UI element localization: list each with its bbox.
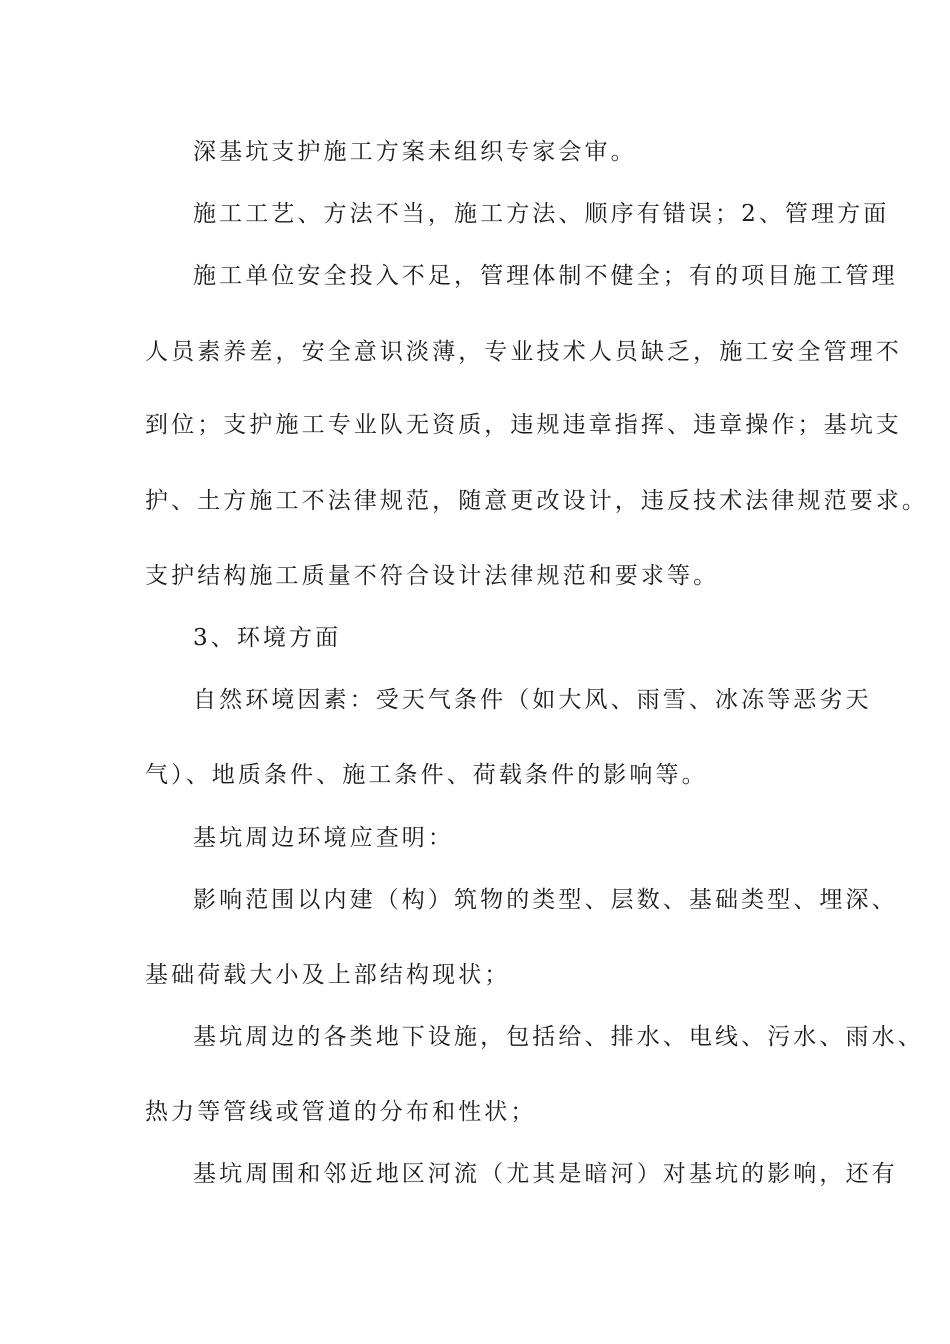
text-line: 基坑周边的各类地下设施，包括给、排水、电线、污水、雨水、 xyxy=(193,1024,924,1050)
text-line: 基础荷载大小及上部结构现状； xyxy=(145,962,511,988)
text-line: 气）、地质条件、施工条件、荷载条件的影响等。 xyxy=(145,762,708,788)
text-line: 护、土方施工不法律规范，随意更改设计，违反技术法律规范要求。 xyxy=(145,488,928,514)
text-line: 深基坑支护施工方案未组织专家会审。 xyxy=(193,139,637,165)
text-line: 影响范围以内建（构）筑物的类型、层数、基础类型、埋深、 xyxy=(193,887,898,913)
text-line: 热力等管线或管道的分布和性状； xyxy=(145,1099,537,1125)
text-line: 基坑周围和邻近地区河流（尤其是暗河）对基坑的影响，还有 xyxy=(193,1161,898,1187)
text-line: 支护结构施工质量不符合设计法律规范和要求等。 xyxy=(145,563,720,589)
text-line: 施工单位安全投入不足，管理体制不健全；有的项目施工管理 xyxy=(193,263,898,289)
text-line: 基坑周边环境应查明： xyxy=(193,825,454,851)
text-line: 到位；支护施工专业队无资质，违规违章指挥、违章操作；基坑支 xyxy=(145,412,902,438)
text-line: 人员素养差，安全意识淡薄，专业技术人员缺乏，施工安全管理不 xyxy=(145,339,902,365)
text-line: 施工工艺、方法不当，施工方法、顺序有错误；2、管理方面 xyxy=(193,201,890,227)
section-heading: 3、环境方面 xyxy=(193,625,342,651)
text-line: 自然环境因素：受天气条件（如大风、雨雪、冰冻等恶劣天 xyxy=(193,687,872,713)
